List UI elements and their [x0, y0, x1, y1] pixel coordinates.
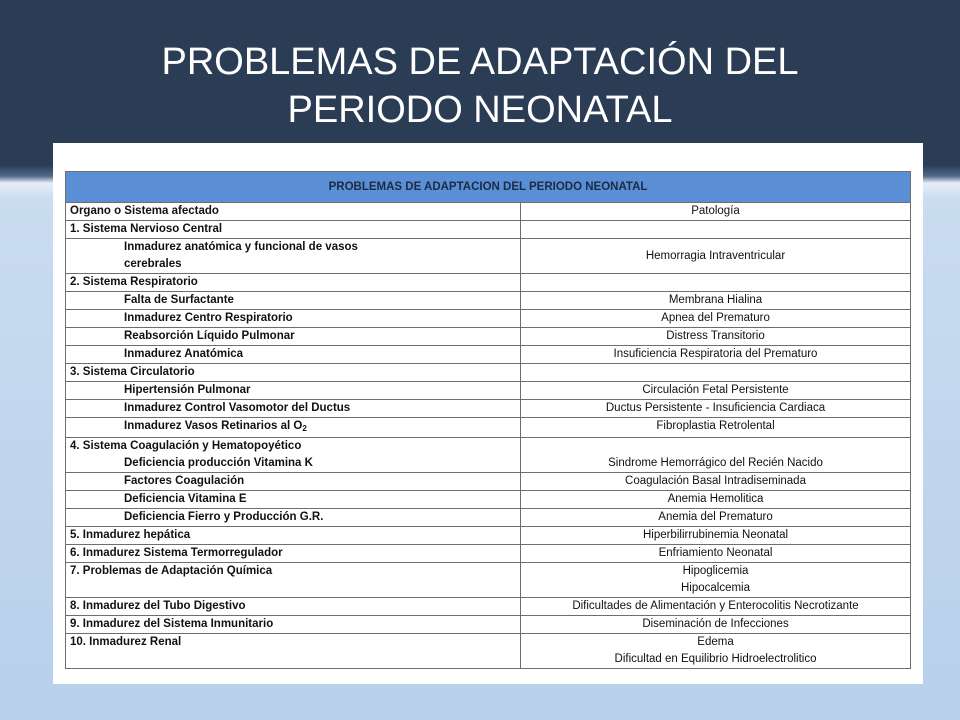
table-row	[66, 274, 911, 292]
pathology-text: Hipocalcemia	[680, 582, 751, 594]
organ-system-text: 7. Problemas de Adaptación Química	[70, 565, 273, 577]
table-row	[66, 328, 911, 346]
organ-system-cell	[66, 328, 521, 346]
organ-system-cell	[66, 382, 521, 400]
pathology-text: Anemia Hemolitica	[667, 493, 764, 505]
organ-system-text: Inmadurez Centro Respiratorio	[124, 312, 293, 324]
pathology-text: Dificultades de Alimentación y Enterocolitis Necrotizante	[572, 600, 859, 612]
organ-system-text-line-2: cerebrales	[124, 258, 182, 270]
organ-system-text: 2. Sistema Respiratorio	[70, 276, 198, 288]
pathology-cell	[521, 527, 911, 545]
table-row	[66, 292, 911, 310]
pathology-text: Anemia del Prematuro	[658, 511, 773, 523]
pathology-cell	[521, 346, 911, 364]
pathology-text: Apnea del Prematuro	[661, 312, 770, 324]
pathology-cell	[521, 418, 911, 438]
pathology-text: Circulación Fetal Persistente	[642, 384, 789, 396]
pathology-text: Edema	[697, 636, 734, 648]
table-row	[66, 310, 911, 328]
neonatal-problems-table	[65, 171, 911, 669]
pathology-cell	[521, 598, 911, 616]
table-row	[66, 473, 911, 491]
organ-system-text: 1. Sistema Nervioso Central	[70, 223, 223, 235]
organ-system-text: 6. Inmadurez Sistema Termorregulador	[70, 547, 283, 559]
pathology-text: Dificultad en Equilibrio Hidroelectrolitico	[614, 653, 817, 665]
table-row	[66, 527, 911, 545]
slide-title-line-1: PROBLEMAS DE ADAPTACIÓN DEL	[161, 41, 799, 83]
organ-system-text: Hipertensión Pulmonar	[124, 384, 251, 396]
table-row	[66, 364, 911, 382]
pathology-text: Distress Transitorio	[666, 330, 765, 342]
pathology-text: Sindrome Hemorrágico del Recién Nacido	[608, 457, 823, 469]
organ-system-cell	[66, 616, 521, 634]
column-header-pathology: Patología	[521, 203, 911, 221]
table-row	[66, 382, 911, 400]
table-image-frame	[53, 143, 923, 684]
pathology-cell	[521, 292, 911, 310]
organ-system-cell	[66, 491, 521, 509]
column-header-organ: Organo o Sistema afectado	[66, 203, 521, 221]
organ-system-cell	[66, 346, 521, 364]
pathology-text: Hiperbilirrubinemia Neonatal	[642, 529, 789, 541]
pathology-text	[525, 438, 906, 455]
pathology-text: Insuficiencia Respiratoria del Prematuro	[613, 348, 818, 360]
pathology-cell	[521, 364, 911, 382]
organ-system-cell	[66, 400, 521, 418]
organ-system-cell	[66, 527, 521, 545]
pathology-text: Enfriamiento Neonatal	[658, 547, 773, 559]
organ-system-cell	[66, 239, 521, 274]
organ-system-cell	[66, 509, 521, 527]
organ-system-text: Deficiencia Vitamina E	[124, 493, 247, 505]
pathology-cell	[521, 634, 911, 669]
organ-system-text: 8. Inmadurez del Tubo Digestivo	[70, 600, 246, 612]
organ-system-cell	[66, 563, 521, 598]
table-row	[66, 634, 911, 669]
organ-system-text: Factores Coagulación	[124, 475, 245, 487]
pathology-text: Hipoglicemia	[682, 565, 749, 577]
pathology-text: Hemorragia Intraventricular	[645, 249, 786, 262]
slide-title-line-2: PERIODO NEONATAL	[287, 89, 673, 131]
organ-system-cell	[66, 545, 521, 563]
pathology-cell	[521, 239, 911, 274]
pathology-text: Membrana Hialina	[668, 294, 763, 306]
table-row	[66, 598, 911, 616]
table-row	[66, 545, 911, 563]
pathology-cell	[521, 509, 911, 527]
pathology-cell	[521, 491, 911, 509]
organ-system-text: Falta de Surfactante	[124, 294, 234, 306]
organ-system-cell	[66, 364, 521, 382]
organ-system-text: Reabsorción Líquido Pulmonar	[124, 330, 295, 342]
pathology-cell	[521, 545, 911, 563]
organ-system-text: Inmadurez Anatómica	[124, 348, 244, 360]
table-header: PROBLEMAS DE ADAPTACION DEL PERIODO NEONATAL	[66, 172, 911, 203]
table-row	[66, 239, 911, 274]
pathology-text: Ductus Persistente - Insuficiencia Cardiaca	[605, 402, 826, 414]
table-row	[66, 563, 911, 598]
pathology-cell	[521, 563, 911, 598]
table-row	[66, 400, 911, 418]
table-row	[66, 438, 911, 473]
organ-system-text: 10. Inmadurez Renal	[70, 636, 182, 648]
pathology-cell	[521, 274, 911, 292]
table-header-row	[66, 172, 911, 203]
organ-system-cell	[66, 598, 521, 616]
pathology-cell	[521, 400, 911, 418]
organ-system-cell	[66, 418, 521, 438]
table-row	[66, 509, 911, 527]
organ-system-text: 9. Inmadurez del Sistema Inmunitario	[70, 618, 274, 630]
organ-system-text: Inmadurez Control Vasomotor del Ductus	[124, 402, 351, 414]
organ-system-text-line-2: Deficiencia producción Vitamina K	[124, 457, 313, 469]
pathology-cell	[521, 616, 911, 634]
subscript-text: 2	[302, 424, 307, 433]
table-row	[66, 616, 911, 634]
pathology-cell	[521, 328, 911, 346]
table-row	[66, 491, 911, 509]
organ-system-cell	[66, 473, 521, 491]
pathology-cell	[521, 221, 911, 239]
organ-system-text: 3. Sistema Circulatorio	[70, 366, 195, 378]
organ-system-text: 5. Inmadurez hepática	[70, 529, 191, 541]
table-row	[66, 346, 911, 364]
organ-system-cell	[66, 438, 521, 473]
organ-system-text: Inmadurez Vasos Retinarios al O	[124, 420, 303, 432]
pathology-text: Diseminación de Infecciones	[642, 618, 789, 630]
pathology-cell	[521, 310, 911, 328]
organ-system-text: 4. Sistema Coagulación y Hematopoyético	[70, 440, 302, 452]
column-header-row	[66, 203, 911, 221]
organ-system-cell	[66, 292, 521, 310]
table-row	[66, 221, 911, 239]
pathology-text: Fibroplastia Retrolental	[656, 420, 775, 432]
organ-system-text: Inmadurez anatómica y funcional de vasos	[124, 241, 358, 253]
organ-system-cell	[66, 310, 521, 328]
pathology-cell	[521, 382, 911, 400]
organ-system-cell	[66, 634, 521, 669]
slide-title	[0, 38, 960, 134]
organ-system-cell	[66, 221, 521, 239]
table-row	[66, 418, 911, 438]
organ-system-cell	[66, 274, 521, 292]
pathology-cell	[521, 438, 911, 473]
pathology-cell	[521, 473, 911, 491]
organ-system-text: Deficiencia Fierro y Producción G.R.	[124, 511, 324, 523]
pathology-text: Coagulación Basal Intradiseminada	[625, 475, 806, 487]
